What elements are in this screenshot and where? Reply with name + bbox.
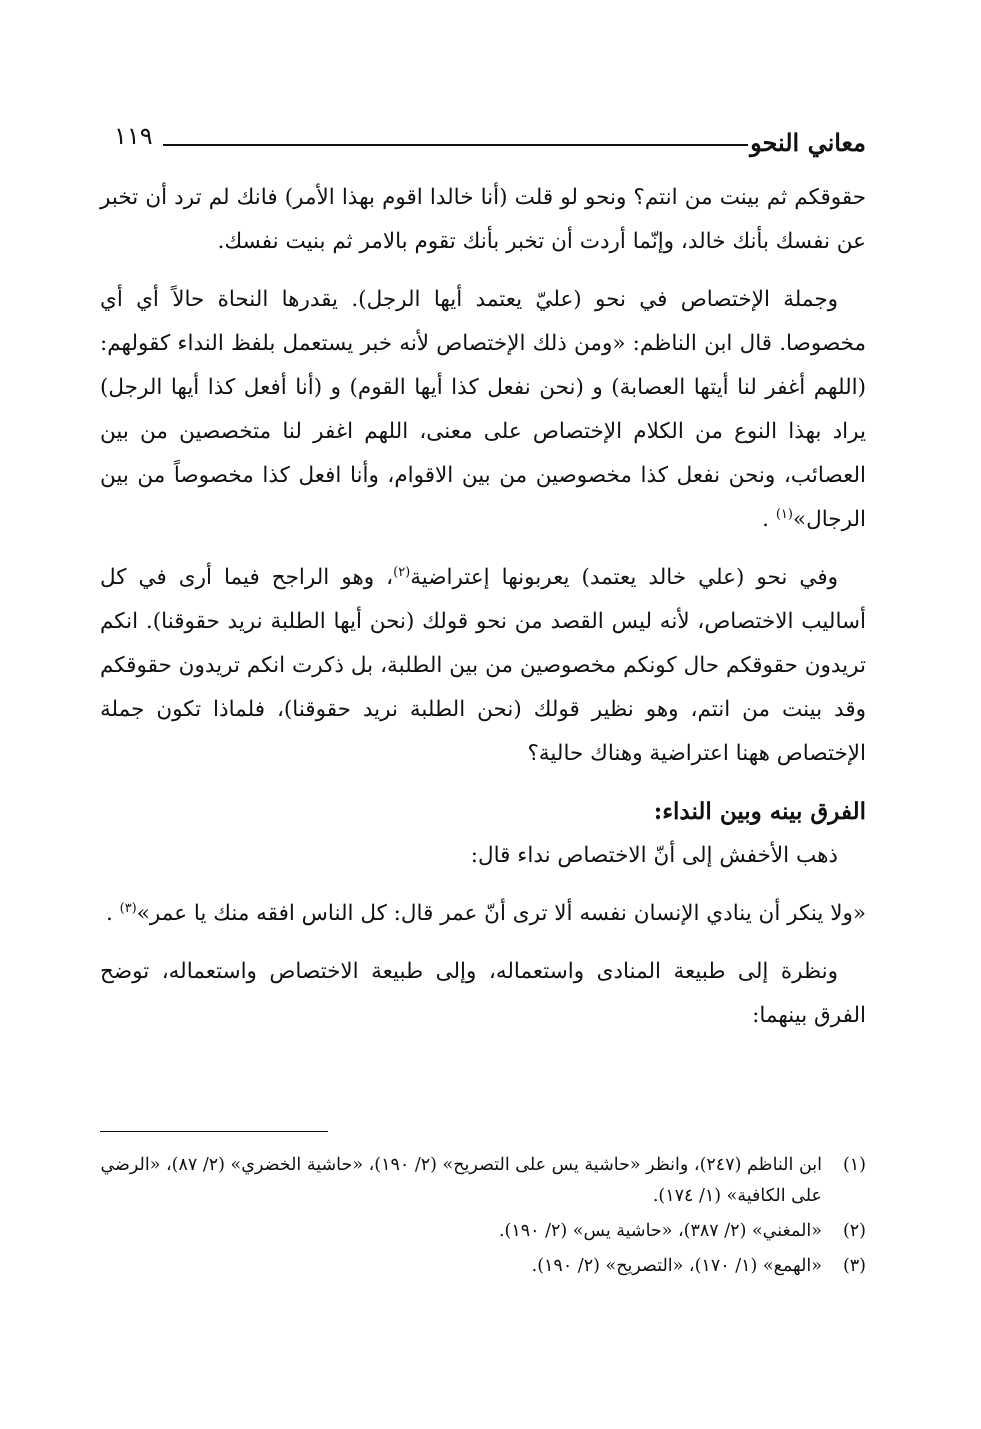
paragraph-2-text: وجملة الإختصاص في نحو (عليّ يعتمد أيها الرجل). يقدرها النحاة حالاً أي أي مخصوصا. قال ابن الناظم: «ومن ذلك الإختصاص لأنه خبر يستعمل بلفظ النداء كقولهم: (اللهم أغفر لنا أيتها العصابة) و (نحن نفعل كذا أيها القوم) و (أنا أفعل كذا أيها الرجل) يراد بهذا النوع من الكلام الإختصاص على معنى، اللهم اغفر لنا متخصصين من بين العصائب، ونحن نفعل كذا مخصوصين من بين الاقوام، وأنا افعل كذا مخصوصاً من بين الرجال» bbox=[100, 287, 866, 532]
footnote-ref-2: (٢) bbox=[393, 564, 411, 580]
paragraph-4: ذهب الأخفش إلى أنّ الاختصاص نداء قال: bbox=[470, 843, 838, 868]
paragraph-1: حقوقكم ثم بينت من انتم؟ ونحو لو قلت (أنا خالدا اقوم بهذا الأمر) فانك لم ترد أن تخبر عن نفسك بأنك خالد، وإنّما أردت أن تخبر بأنك تقوم بالامر ثم بنيت نفسك. bbox=[100, 185, 866, 254]
paragraph-5-text: «ولا ينكر أن ينادي الإنسان نفسه ألا ترى أنّ عمر قال: كل الناس افقه منك يا عمر» bbox=[136, 901, 866, 926]
footnote-number: (٢) bbox=[842, 1221, 866, 1241]
footnote-separator bbox=[100, 1131, 328, 1132]
book-title: معاني النحو bbox=[750, 128, 866, 157]
body-text bbox=[100, 176, 866, 1038]
paragraph-5 bbox=[100, 892, 866, 936]
footnote-ref-3: (٣) bbox=[119, 900, 137, 916]
section-heading: الفرق بينه وبين النداء: bbox=[653, 798, 866, 825]
footnote-number: (١) bbox=[842, 1155, 866, 1175]
footnote-number: (٣) bbox=[842, 1256, 866, 1276]
paragraph-6: ونظرة إلى طبيعة المنادى واستعماله، وإلى طبيعة الاختصاص واستعماله، توضح الفرق بينهما: bbox=[100, 959, 866, 1028]
footnote-text: ابن الناظم (٢٤٧)، وانظر «حاشية يس على التصريح» (٢/ ١٩٠)، «حاشية الخضري» (٢/ ٨٧)، «الرضي على الكافية» (١/ ١٧٤). bbox=[100, 1155, 822, 1206]
paragraph-3-text-b: ، وهو الراجح فيما أرى في كل أساليب الاختصاص، لأنه ليس القصد من نحو قولك (نحن أيها الطلبة نريد حقوقنا). انكم تريدون حقوقكم حال كونكم مخصوصين من بين الطلبة، بل ذكرت انكم تريدون حقوقكم وقد بينت من انتم، وهو نظير قولك (نحن الطلبة نريد حقوقنا)، فلماذا تكون جملة الإختصاص ههنا اعتراضية وهناك حالية؟ bbox=[100, 565, 866, 766]
page-number: ١١٩ bbox=[114, 122, 153, 150]
footnote-3 bbox=[100, 1251, 866, 1282]
paragraph-2 bbox=[100, 278, 866, 542]
page-header bbox=[100, 118, 866, 168]
paragraph-3 bbox=[100, 556, 866, 776]
footnote-1 bbox=[100, 1150, 866, 1212]
footnote-text: «الهمع» (١/ ١٧٠)، «التصريح» (٢/ ١٩٠). bbox=[531, 1256, 822, 1276]
footnote-text: «المغني» (٢/ ٣٨٧)، «حاشية يس» (٢/ ١٩٠). bbox=[498, 1221, 822, 1241]
paragraph-3-text-a: وفي نحو (علي خالد يعتمد) يعربونها إعتراضية bbox=[410, 565, 838, 590]
header-rule bbox=[163, 144, 748, 146]
paragraph-5-end: . bbox=[105, 901, 120, 926]
paragraph-2-end: . bbox=[762, 507, 776, 532]
footnote-ref-1: (١) bbox=[775, 506, 793, 522]
footnote-2 bbox=[100, 1216, 866, 1247]
footnotes bbox=[100, 1150, 866, 1286]
